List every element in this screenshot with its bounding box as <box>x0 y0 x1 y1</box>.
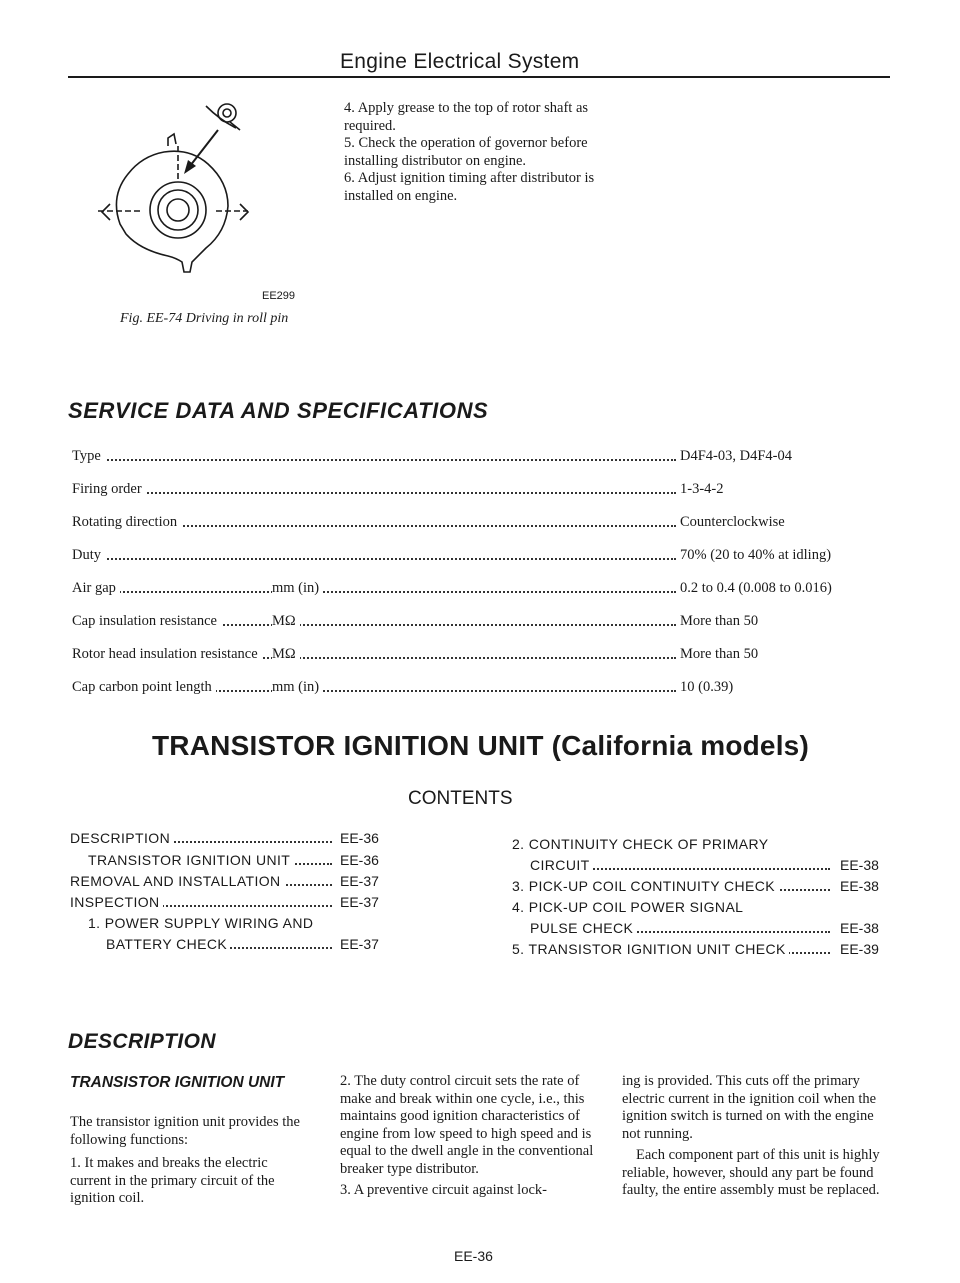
description-item-3: 3. A preventive circuit against lock- <box>340 1182 547 1198</box>
spec-value: D4F4-03, D4F4-04 <box>680 448 792 464</box>
description-item-2: 2. The duty control circuit sets the rate of make and break within one cycle, i.e., this maintains good ignition characteristics of engine from low speed to high speed and is equal to the dwell angle in the conventional breaker type distributor. <box>340 1073 594 1177</box>
toc-page: EE-37 <box>340 894 379 910</box>
spec-value: Counterclockwise <box>680 514 785 530</box>
figure-label: EE299 <box>262 290 296 302</box>
spec-value: More than 50 <box>680 646 759 662</box>
description-item-1: 1. It makes and breaks the electric current in the primary circuit of the ignition coil. <box>70 1155 275 1206</box>
leader-dots <box>72 558 676 560</box>
toc-item-pickup-coil-continuity[interactable] <box>512 878 892 896</box>
spec-label: Rotating direction <box>72 514 181 531</box>
toc-item-transistor-ignition-unit[interactable] <box>88 852 392 870</box>
spec-value: 10 (0.39) <box>680 679 734 695</box>
toc-text: INSPECTION <box>70 894 163 910</box>
contents-title: CONTENTS <box>408 788 513 809</box>
page-header-title: Engine Electrical System <box>340 50 580 73</box>
spec-label: Cap insulation resistance <box>72 613 221 630</box>
toc-text: CIRCUIT <box>530 857 593 873</box>
description-column-1 <box>70 1114 310 1212</box>
leader-dots <box>72 492 676 494</box>
section-heading-transistor-ignition: TRANSISTOR IGNITION UNIT (California models) <box>152 730 809 761</box>
procedure-steps <box>344 100 634 205</box>
spec-row-rotating-direction <box>72 514 882 536</box>
spec-label: Duty <box>72 547 105 564</box>
toc-text: TRANSISTOR IGNITION UNIT <box>88 852 293 868</box>
toc-page: EE-36 <box>340 852 379 868</box>
spec-row-rotor-head-insulation <box>72 646 882 668</box>
spec-label: Firing order <box>72 481 146 498</box>
toc-page: EE-39 <box>840 941 879 957</box>
toc-item-description[interactable] <box>70 830 392 848</box>
spec-label: Air gap <box>72 580 120 597</box>
description-column-3 <box>622 1073 884 1204</box>
toc-page: EE-38 <box>840 920 879 936</box>
service-data-heading: SERVICE DATA AND SPECIFICATIONS <box>68 398 489 423</box>
spec-unit: MΩ <box>272 646 300 663</box>
toc-item-continuity-check[interactable] <box>512 836 892 854</box>
header-rule <box>68 76 890 78</box>
toc-item-removal-installation[interactable] <box>70 873 392 891</box>
spec-unit: mm (in) <box>272 679 323 696</box>
toc-text: DESCRIPTION <box>70 830 173 846</box>
leader-dots <box>72 591 676 593</box>
spec-row-cap-insulation <box>72 613 882 635</box>
step-6: 6. Adjust ignition timing after distributor is installed on engine. <box>344 170 595 204</box>
figure-caption: Fig. EE-74 Driving in roll pin <box>120 311 289 326</box>
spec-value: 0.2 to 0.4 (0.008 to 0.016) <box>680 580 832 596</box>
spec-row-type <box>72 448 882 470</box>
spec-value: 70% (20 to 40% at idling) <box>680 547 832 563</box>
toc-item-power-supply-wiring[interactable] <box>88 915 392 933</box>
description-replacement-text: Each component part of this unit is highly reliable, however, should any part be found faulty, the entire assembly must be replaced. <box>622 1147 880 1198</box>
spec-label: Cap carbon point length <box>72 679 216 696</box>
description-subheading: TRANSISTOR IGNITION UNIT <box>70 1074 285 1091</box>
toc-page: EE-37 <box>340 936 379 952</box>
toc-item-pulse-check[interactable] <box>530 920 892 938</box>
distributor-rotor-illustration <box>80 86 280 286</box>
spec-value: More than 50 <box>680 613 759 629</box>
toc-item-battery-check[interactable] <box>106 936 392 954</box>
toc-item-inspection[interactable] <box>70 894 392 912</box>
toc-text: 1. POWER SUPPLY WIRING AND <box>88 915 316 931</box>
spec-row-duty <box>72 547 882 569</box>
toc-item-circuit[interactable] <box>530 857 892 875</box>
spec-unit: mm (in) <box>272 580 323 597</box>
toc-text: 2. CONTINUITY CHECK OF PRIMARY <box>512 836 772 852</box>
toc-item-pickup-coil-power[interactable] <box>512 899 892 917</box>
toc-text: REMOVAL AND INSTALLATION <box>70 873 284 889</box>
toc-page: EE-37 <box>340 873 379 889</box>
toc-page: EE-38 <box>840 878 879 894</box>
description-locking-text: ing is provided. This cuts off the primary electric current in the ignition coil when the ignition switch is turned on with the engine not running. <box>622 1073 877 1142</box>
description-column-2 <box>340 1073 598 1204</box>
step-5: 5. Check the operation of governor before installing distributor on engine. <box>344 135 588 169</box>
spec-unit: MΩ <box>272 613 300 630</box>
toc-text: PULSE CHECK <box>530 920 636 936</box>
step-4: 4. Apply grease to the top of rotor shaft as required. <box>344 100 589 134</box>
leader-dots <box>72 459 676 461</box>
spec-value: 1-3-4-2 <box>680 481 724 497</box>
spec-label: Type <box>72 448 105 465</box>
description-intro: The transistor ignition unit provides the following functions: <box>70 1114 300 1148</box>
toc-text: 5. TRANSISTOR IGNITION UNIT CHECK <box>512 941 789 957</box>
toc-item-transistor-unit-check[interactable] <box>512 941 892 959</box>
spec-label: Rotor head insulation resistance <box>72 646 262 663</box>
toc-text: 3. PICK-UP COIL CONTINUITY CHECK <box>512 878 778 894</box>
toc-page: EE-36 <box>340 830 379 846</box>
spec-row-cap-carbon-point <box>72 679 882 701</box>
page-number: EE-36 <box>454 1248 493 1264</box>
description-heading: DESCRIPTION <box>68 1030 216 1053</box>
toc-text: 4. PICK-UP COIL POWER SIGNAL <box>512 899 746 915</box>
spec-row-air-gap <box>72 580 882 602</box>
spec-row-firing-order <box>72 481 882 503</box>
toc-text: BATTERY CHECK <box>106 936 230 952</box>
toc-page: EE-38 <box>840 857 879 873</box>
